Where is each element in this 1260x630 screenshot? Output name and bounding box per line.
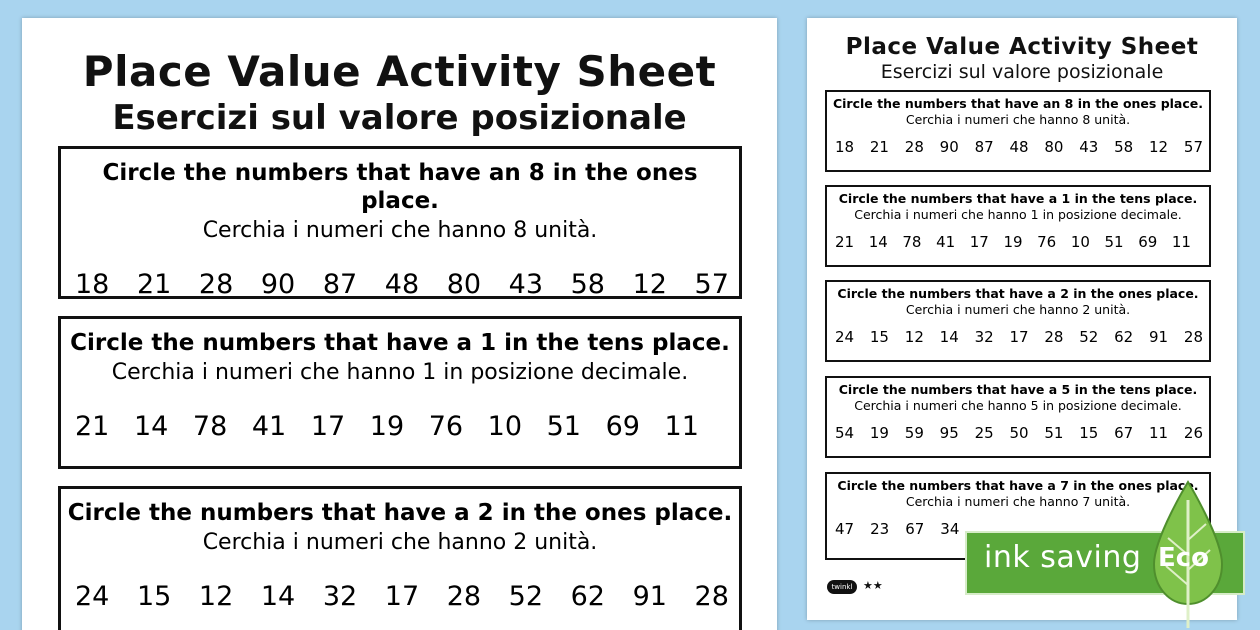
question-translation: Cerchia i numeri che hanno 2 unità. <box>905 302 1131 317</box>
number-item[interactable]: 28 <box>1044 328 1064 346</box>
preview-title: Place Value Activity Sheet <box>845 34 1199 60</box>
number-item[interactable]: 57 <box>694 269 729 300</box>
question-text: Circle the numbers that have a 2 in the ones place. <box>837 286 1199 301</box>
number-item[interactable]: 10 <box>1070 233 1090 251</box>
number-item[interactable]: 14 <box>868 233 888 251</box>
number-item[interactable]: 67 <box>905 520 925 538</box>
number-row <box>827 233 1209 251</box>
number-item[interactable]: 28 <box>446 581 482 612</box>
question-text: Circle the numbers that have a 5 in the tens place. <box>838 382 1198 397</box>
number-item[interactable]: 90 <box>939 138 959 156</box>
number-item[interactable]: 76 <box>428 411 464 442</box>
number-item[interactable]: 34 <box>940 520 960 538</box>
number-item[interactable]: 28 <box>694 581 729 612</box>
eco-label: Eco <box>1158 543 1210 573</box>
question-text: Circle the numbers that have a 1 in the tens place. <box>70 330 730 356</box>
number-item[interactable]: 24 <box>835 328 855 346</box>
number-item[interactable]: 41 <box>251 411 287 442</box>
number-item[interactable]: 19 <box>369 411 405 442</box>
number-item[interactable]: 48 <box>1009 138 1029 156</box>
question-text: Circle the numbers that have a 2 in the ones place. <box>67 500 733 526</box>
question-text: Circle the numbers that have an 8 in the ones place. <box>102 160 698 214</box>
worksheet-zoomed <box>22 18 777 630</box>
number-item[interactable]: 21 <box>75 411 110 442</box>
number-row <box>827 138 1209 156</box>
question-translation: Cerchia i numeri che hanno 8 unità. <box>202 218 598 243</box>
number-item[interactable]: 28 <box>198 269 234 300</box>
number-item[interactable]: 11 <box>1171 233 1191 251</box>
preview-subtitle: Esercizi sul valore posizionale <box>880 61 1164 83</box>
number-item[interactable]: 69 <box>605 411 640 442</box>
number-item[interactable]: 57 <box>1183 138 1203 156</box>
question-translation: Cerchia i numeri che hanno 2 unità. <box>202 530 598 555</box>
number-item[interactable]: 15 <box>869 328 889 346</box>
number-item[interactable]: 17 <box>1009 328 1029 346</box>
number-item[interactable]: 14 <box>133 411 169 442</box>
number-item[interactable]: 32 <box>322 581 358 612</box>
question-box-2 <box>58 316 742 469</box>
number-item[interactable]: 87 <box>322 269 358 300</box>
number-item[interactable]: 19 <box>869 424 889 442</box>
number-item[interactable]: 90 <box>260 269 296 300</box>
number-item[interactable]: 78 <box>902 233 922 251</box>
question-box-3 <box>58 486 742 630</box>
number-item[interactable]: 51 <box>1104 233 1124 251</box>
question-translation: Cerchia i numeri che hanno 8 unità. <box>905 112 1131 127</box>
question-text: Circle the numbers that have a 7 in the ones place. <box>837 478 1199 493</box>
page-subtitle: Esercizi sul valore posizionale <box>112 98 687 138</box>
number-row <box>61 581 739 612</box>
question-translation: Cerchia i numeri che hanno 7 unità. <box>905 494 1131 509</box>
number-item[interactable]: 76 <box>1037 233 1057 251</box>
number-item[interactable]: 12 <box>632 269 667 300</box>
number-item[interactable]: 48 <box>384 269 420 300</box>
number-item[interactable]: 62 <box>570 581 605 612</box>
number-item[interactable]: 11 <box>664 411 699 442</box>
number-item[interactable]: 87 <box>974 138 994 156</box>
number-item[interactable]: 43 <box>1079 138 1099 156</box>
number-item[interactable]: 91 <box>632 581 667 612</box>
question-box-1 <box>58 146 742 299</box>
number-item[interactable]: 12 <box>198 581 234 612</box>
number-item[interactable]: 12 <box>1149 138 1169 156</box>
number-row <box>61 411 739 442</box>
number-item[interactable]: 18 <box>835 138 855 156</box>
number-item[interactable]: 41 <box>936 233 956 251</box>
number-item[interactable]: 50 <box>1009 424 1029 442</box>
number-item[interactable]: 78 <box>192 411 228 442</box>
number-row <box>827 328 1209 346</box>
question-translation: Cerchia i numeri che hanno 1 in posizione decimale. <box>111 360 689 385</box>
number-item[interactable]: 15 <box>1079 424 1099 442</box>
number-item[interactable]: 11 <box>1149 424 1169 442</box>
preview-question-box-3 <box>825 280 1211 362</box>
preview-question-box-4 <box>825 376 1211 458</box>
number-item[interactable]: 10 <box>487 411 523 442</box>
number-item[interactable]: 80 <box>446 269 482 300</box>
number-item[interactable]: 14 <box>260 581 296 612</box>
number-item[interactable]: 43 <box>508 269 544 300</box>
number-item[interactable]: 69 <box>1138 233 1158 251</box>
number-item[interactable]: 26 <box>1183 424 1203 442</box>
number-item[interactable]: 28 <box>904 138 924 156</box>
question-translation: Cerchia i numeri che hanno 5 in posizione decimale. <box>854 398 1182 413</box>
number-row <box>61 269 739 300</box>
number-item[interactable]: 21 <box>136 269 172 300</box>
preview-question-box-2 <box>825 185 1211 267</box>
number-item[interactable]: 17 <box>310 411 346 442</box>
number-item[interactable]: 54 <box>835 424 855 442</box>
number-item[interactable]: 59 <box>904 424 924 442</box>
number-item[interactable]: 19 <box>1003 233 1023 251</box>
number-item[interactable]: 24 <box>75 581 110 612</box>
number-item[interactable]: 12 <box>904 328 924 346</box>
number-item[interactable]: 58 <box>1114 138 1134 156</box>
twinkl-logo: twinkl <box>827 580 857 594</box>
number-item[interactable]: 67 <box>1114 424 1134 442</box>
question-text: Circle the numbers that have an 8 in the ones place. <box>832 96 1204 111</box>
number-item[interactable]: 32 <box>974 328 994 346</box>
number-item[interactable]: 58 <box>570 269 605 300</box>
number-item[interactable]: 52 <box>508 581 544 612</box>
number-item[interactable]: 15 <box>136 581 172 612</box>
number-item[interactable]: 51 <box>546 411 581 442</box>
number-item[interactable]: 91 <box>1149 328 1169 346</box>
preview-question-box-1 <box>825 90 1211 172</box>
rating-stars: ★★ <box>863 579 883 592</box>
number-item[interactable]: 51 <box>1044 424 1064 442</box>
number-item[interactable]: 17 <box>969 233 989 251</box>
number-item[interactable]: 25 <box>974 424 994 442</box>
number-item[interactable]: 21 <box>869 138 889 156</box>
question-text: Circle the numbers that have a 1 in the tens place. <box>838 191 1198 206</box>
number-item[interactable]: 28 <box>1183 328 1203 346</box>
number-item[interactable]: 52 <box>1079 328 1099 346</box>
number-item[interactable]: 14 <box>939 328 959 346</box>
number-item[interactable]: 18 <box>75 269 110 300</box>
question-translation: Cerchia i numeri che hanno 1 in posizione decimale. <box>854 207 1182 222</box>
number-item[interactable]: 95 <box>939 424 959 442</box>
ink-saving-label: ink saving <box>984 540 1142 575</box>
page-title: Place Value Activity Sheet <box>82 47 717 96</box>
number-item[interactable]: 80 <box>1044 138 1064 156</box>
number-item[interactable]: 47 <box>835 520 855 538</box>
number-item[interactable]: 23 <box>870 520 890 538</box>
number-item[interactable]: 17 <box>384 581 420 612</box>
number-item[interactable]: 21 <box>835 233 855 251</box>
number-item[interactable]: 62 <box>1114 328 1134 346</box>
number-row <box>827 424 1209 442</box>
